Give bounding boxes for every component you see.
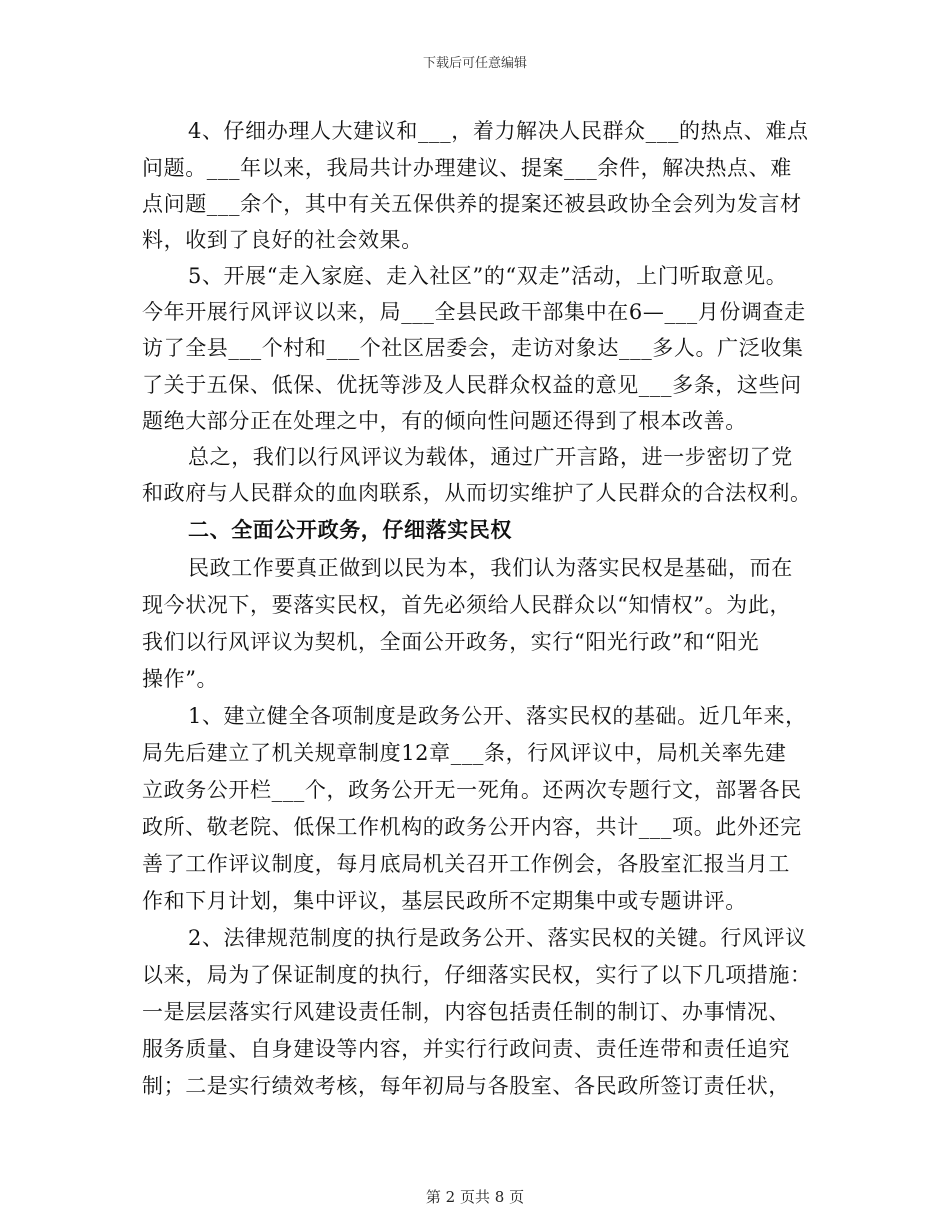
paragraph-line: 5、开展“走入家庭、走入社区”的“双走”活动，上门听取意见。 bbox=[188, 264, 788, 288]
section-heading: 二、全面公开政务，仔细落实民权 bbox=[188, 517, 512, 542]
paragraph-line: 我们以行风评议为契机，全面公开政务，实行“阳光行政”和“阳光 bbox=[142, 630, 760, 654]
paragraph-line: 操作”。 bbox=[142, 667, 219, 691]
paragraph-line: 作和下月计划，集中评议，基层民政所不定期集中或专题讲评。 bbox=[142, 889, 747, 913]
paragraph-line: 料，收到了良好的社会效果。 bbox=[142, 228, 423, 252]
paragraph-line: 和政府与人民群众的血肉联系，从而切实维护了人民群众的合法权利。 bbox=[142, 481, 812, 505]
paragraph-line: 了关于五保、低保、优抚等涉及人民群众权益的意见___多条，这些问 bbox=[142, 373, 802, 397]
paragraph-line: 立政务公开栏___个，政务公开无一死角。还两次专题行文，部署各民 bbox=[142, 778, 802, 802]
paragraph-line: 2、法律规范制度的执行是政务公开、落实民权的关键。行风评议 bbox=[188, 926, 807, 950]
paragraph-line: 4、仔细办理人大建议和___，着力解决人民群众___的热点、难点 bbox=[188, 119, 809, 143]
paragraph-line: 总之，我们以行风评议为载体，通过广开言路，进一步密切了党 bbox=[188, 445, 793, 469]
paragraph-line: 善了工作评议制度，每月底局机关召开工作例会，各股室汇报当月工 bbox=[142, 852, 790, 876]
paragraph-line: 1、建立健全各项制度是政务公开、落实民权的基础。近几年来， bbox=[188, 704, 807, 728]
paragraph-line: 政所、敬老院、低保工作机构的政务公开内容，共计___项。此外还完 bbox=[142, 815, 802, 839]
paragraph-line: 以来，局为了保证制度的执行，仔细落实民权，实行了以下几项措施： bbox=[142, 963, 812, 987]
paragraph-line: 点问题___余个，其中有关五保供养的提案还被县政协全会列为发言材 bbox=[142, 192, 802, 216]
page-header: 下载后可任意编辑 bbox=[422, 56, 527, 71]
paragraph-line: 局先后建立了机关规章制度12章___条，行风评议中，局机关率先建 bbox=[142, 741, 787, 765]
paragraph-line: 民政工作要真正做到以民为本，我们认为落实民权是基础，而在 bbox=[188, 556, 793, 580]
paragraph-line: 访了全县___个村和___个社区居委会，走访对象达___多人。广泛收集 bbox=[142, 336, 804, 360]
paragraph-line: 现今状况下，要落实民权，首先必须给人民群众以“知情权”。为此， bbox=[142, 593, 792, 617]
paragraph-line: 一是层层落实行风建设责任制，内容包括责任制的制订、办事情况、 bbox=[142, 1000, 790, 1024]
paragraph-line: 服务质量、自身建设等内容，并实行行政问责、责任连带和责任追究 bbox=[142, 1037, 790, 1061]
paragraph-line: 问题。___年以来，我局共计办理建议、提案___余件，解决热点、难 bbox=[142, 156, 792, 180]
paragraph-line: 制；二是实行绩效考核，每年初局与各股室、各民政所签订责任状， bbox=[142, 1074, 790, 1098]
paragraph-line: 今年开展行风评议以来，局___全县民政干部集中在6—___月份调查走 bbox=[142, 300, 806, 324]
paragraph-line: 题绝大部分正在处理之中，有的倾向性问题还得到了根本改善。 bbox=[142, 409, 747, 433]
page-footer: 第 2 页共 8 页 bbox=[425, 1188, 525, 1206]
